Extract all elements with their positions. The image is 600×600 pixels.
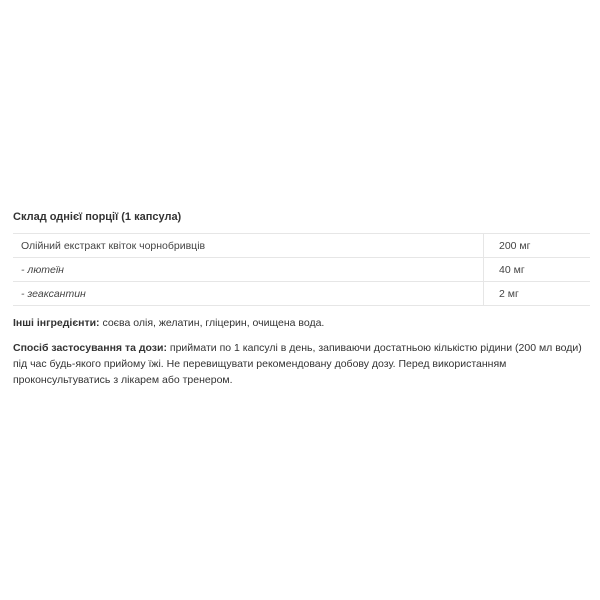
table-row bbox=[13, 234, 590, 258]
ingredient-amount: 2 мг bbox=[484, 282, 591, 306]
ingredient-name: - лютеїн bbox=[13, 258, 484, 282]
composition-title: Склад однієї порції (1 капсула) bbox=[13, 211, 182, 223]
other-ingredients bbox=[13, 315, 590, 331]
composition-table bbox=[13, 233, 590, 306]
ingredient-name: Олійний екстракт квіток чорнобривців bbox=[13, 234, 484, 258]
usage-label: Спосіб застосування та дози: bbox=[13, 342, 167, 354]
ingredient-amount: 200 мг bbox=[484, 234, 591, 258]
table-row bbox=[13, 282, 590, 306]
other-ingredients-label: Інші інгредієнти: bbox=[13, 317, 100, 329]
other-ingredients-text: соєва олія, желатин, гліцерин, очищена вода. bbox=[99, 317, 325, 329]
table-row bbox=[13, 258, 590, 282]
ingredient-name: - зеаксантин bbox=[13, 282, 484, 306]
ingredient-amount: 40 мг bbox=[484, 258, 591, 282]
usage-instructions bbox=[13, 340, 590, 388]
usage-text: приймати по 1 капсулі в день, запиваючи достатньою кількістю рідини (200 мл води) під час будь-якого прийому їжі. Не перевищувати рекомендовану добову дозу. Перед використанням проконсультуватись з лікарем або тренером. bbox=[13, 342, 582, 386]
product-description bbox=[13, 210, 590, 388]
